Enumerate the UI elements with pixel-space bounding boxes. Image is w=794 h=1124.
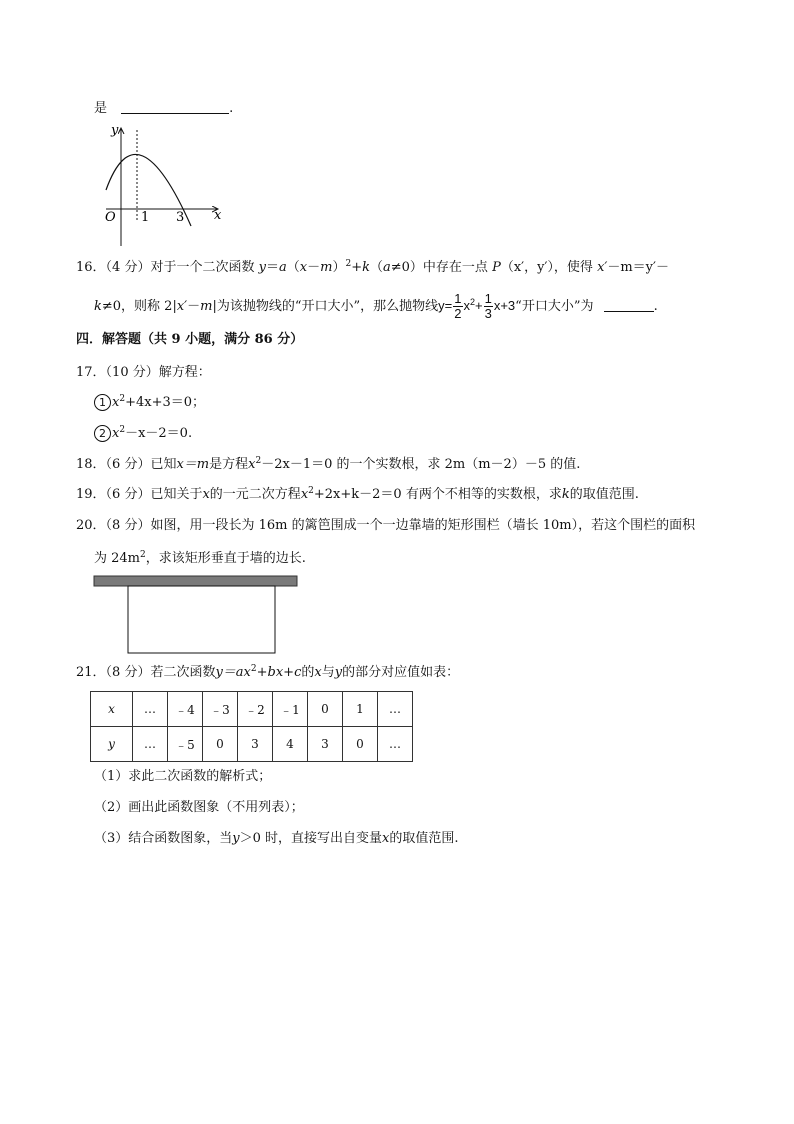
x-axis-label: x: [214, 208, 222, 223]
origin-label: O: [105, 210, 116, 225]
q21-stem: 21．（8 分）若二次函数$y=ax^2+bx+c$的x与y的部分对应值如表：: [76, 664, 460, 680]
parabola-expression: y= $\frac{1}{2}$ $x^2+$ $\frac{1}{3}$ x+3: [438, 291, 516, 321]
wall: [94, 576, 297, 586]
q17-part2: 2 $x^2-x-2=0$.: [94, 425, 192, 443]
tick-3-label: 3: [176, 210, 185, 225]
section-heading: 四．解答题（共 9 小题，满分 86 分）: [76, 332, 304, 347]
q19-text: 19．（6 分）已知关于x的一元二次方程$x^2+2x+k-2=0$ 有两个不相等的实数根，求k的取值范围.: [76, 486, 639, 502]
q21-sub3: （3）结合函数图象，当y＞0 时，直接写出自变量x的取值范围.: [94, 831, 459, 846]
tick-1-label: 1: [141, 210, 150, 225]
q20-line2: 为 $24m^2$，求该矩形垂直于墙的边长.: [94, 550, 306, 566]
q16-line2: k≠0，则称 2|x′－m|为该抛物线的“开口大小”，那么抛物线y= $\frac{1}{2}$ $x^2+$ $\frac{1}{3}$ x+3“开口大小”为 .: [94, 291, 658, 321]
fence-rectangle: [128, 586, 275, 653]
answer-blank: [604, 299, 654, 312]
q16-line1: 16．（4 分）对于一个二次函数 $y=a(x-m)^2+k(a\ne 0)$中存在一点 P（x′，y′），使得 x′－m＝y′－: [76, 259, 669, 275]
q17-stem: 17．（10 分）解方程：: [76, 365, 211, 380]
q18-text: 18．（6 分）已知x＝m是方程$x^2-2x-1=0$ 的一个实数根，求 2m（m－2）－5 的值.: [76, 456, 581, 472]
q17-part1: 1 $x^2+4x+3=0$；: [94, 394, 205, 412]
circled-number-1: 1: [94, 394, 111, 411]
q21-sub1: （1）求此二次函数的解析式；: [94, 769, 272, 784]
q20-line1: 20．（8 分）如图，用一段长为 16m 的篱笆围成一个一边靠墙的矩形围栏（墙长 10m），若这个围栏的面积: [76, 518, 696, 533]
fence-figure: [92, 574, 300, 656]
answer-blank: [121, 101, 229, 114]
circled-number-2: 2: [94, 425, 111, 442]
table-row: y … ﹣5 0 3 4 3 0 …: [91, 727, 413, 762]
parabola-figure: [92, 120, 228, 248]
q15-answer-line: 是 .: [94, 101, 234, 116]
q21-sub2: （2）画出此函数图象（不用列表）；: [94, 800, 304, 815]
y-axis-label: y: [111, 123, 119, 138]
value-table: [90, 691, 413, 762]
table-row: x … ﹣4 ﹣3 ﹣2 ﹣1 0 1 …: [91, 692, 413, 727]
